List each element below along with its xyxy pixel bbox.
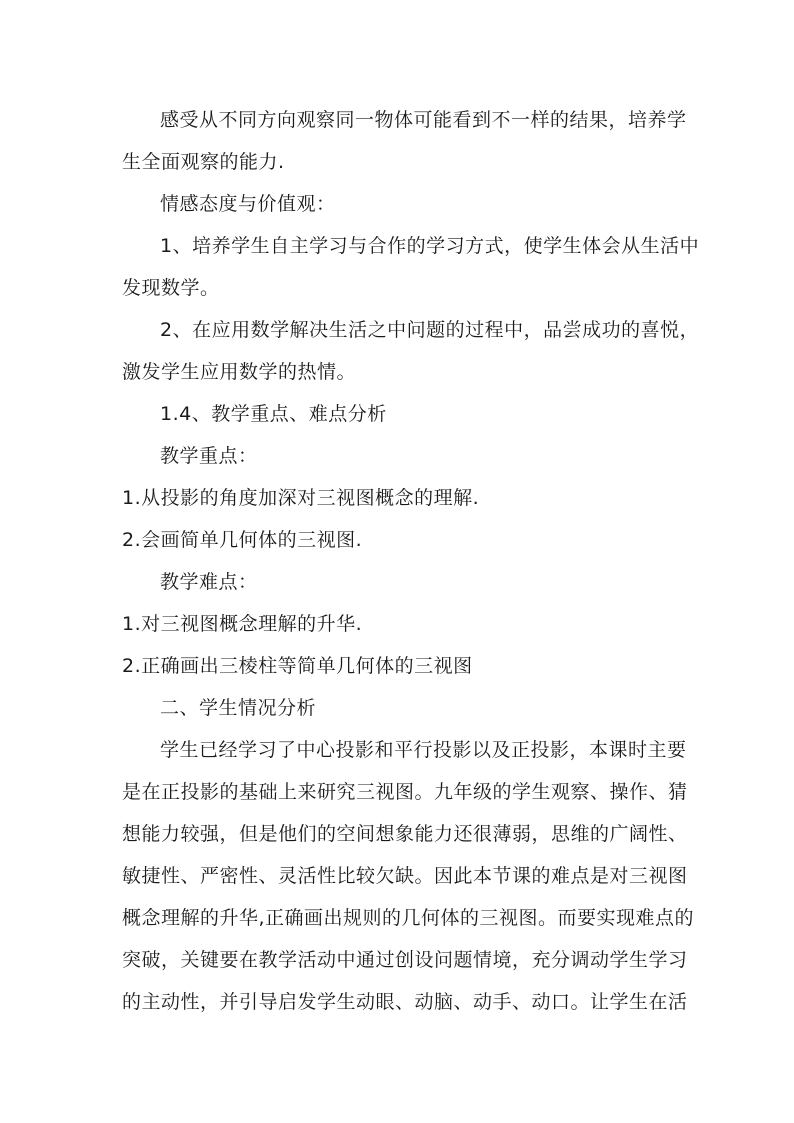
section-heading: 二、学生情况分析	[160, 697, 317, 719]
paragraph-line: 敏捷性、严密性、灵活性比较欠缺。因此本节课的难点是对三视图	[122, 865, 688, 887]
paragraph-line: 感受从不同方向观察同一物体可能看到不一样的结果，培养学	[160, 109, 687, 131]
paragraph-line: 想能力较强，但是他们的空间想象能力还很薄弱，思维的广阔性、	[122, 823, 688, 845]
paragraph-line: 激发学生应用数学的热情。	[122, 361, 357, 383]
paragraph-line: 是在正投影的基础上来研究三视图。九年级的学生观察、操作、猜	[122, 781, 688, 803]
list-item: 2.正确画出三棱柱等简单几何体的三视图	[122, 655, 473, 677]
list-item: 1.对三视图概念理解的升华.	[122, 613, 363, 635]
paragraph-line: 的主动性，并引导启发学生动眼、动脑、动手、动口。让学生在活	[122, 991, 688, 1013]
paragraph-line: 生全面观察的能力.	[122, 151, 285, 173]
paragraph-line: 发现数学。	[122, 277, 220, 299]
subheading: 教学难点：	[160, 571, 258, 593]
paragraph-line: 突破，关键要在教学活动中通过创设问题情境，充分调动学生学习	[122, 949, 688, 971]
list-item: 2.会画简单几何体的三视图.	[122, 529, 363, 551]
paragraph-line: 概念理解的升华,正确画出规则的几何体的三视图。而要实现难点的	[122, 907, 695, 929]
list-item: 1.从投影的角度加深对三视图概念的理解.	[122, 487, 480, 509]
paragraph-line: 学生已经学习了中心投影和平行投影以及正投影，本课时主要	[160, 739, 687, 761]
section-heading: 1.4、教学重点、难点分析	[160, 403, 387, 425]
section-heading: 情感态度与价值观：	[160, 193, 336, 215]
paragraph-line: 1、培养学生自主学习与合作的学习方式，使学生体会从生活中	[160, 235, 700, 257]
paragraph-line: 2、在应用数学解决生活之中问题的过程中，品尝成功的喜悦，	[160, 319, 700, 341]
subheading: 教学重点：	[160, 445, 258, 467]
